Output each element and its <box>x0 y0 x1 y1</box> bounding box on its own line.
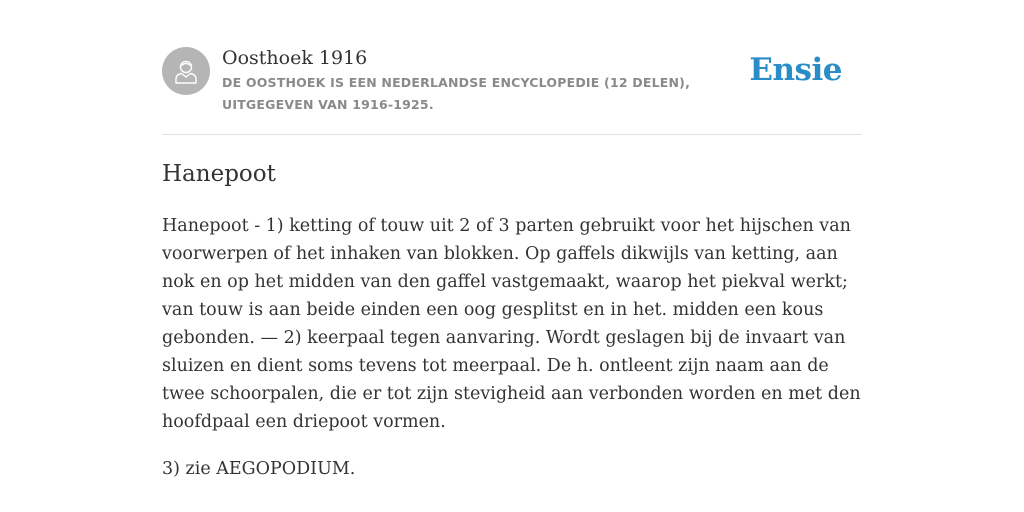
source-title[interactable]: Oosthoek 1916 <box>222 47 368 69</box>
source-avatar[interactable] <box>162 47 210 95</box>
article-body <box>162 212 862 502</box>
user-icon <box>172 57 200 85</box>
article-paragraph: 3) zie AEGOPODIUM. <box>162 459 356 479</box>
article-paragraph: Hanepoot - 1) ketting of touw uit 2 of 3 parten gebruikt voor het hijschen van voorwerpen of het inhaken van blokken. Op gaffels dikwijls van ketting, aan nok en op het midden van den gaffel vastgemaakt, waarop het piekval werkt; van touw is aan beide einden een oog gesplitst en in het. midden een kous gebonden. — 2) keerpaal tegen aanvaring. Wordt geslagen bij de invaart van sluizen en dient soms tevens tot meerpaal. De h. ontleent zijn naam aan de twee schoorpalen, die er tot zijn stevigheid aan verbonden worden en met den hoofdpaal een driepoot vormen. <box>162 216 861 432</box>
source-header <box>162 0 862 135</box>
brand-logo[interactable]: Ensie <box>749 52 842 88</box>
page-container <box>162 0 862 479</box>
source-description: DE OOSTHOEK IS EEN NEDERLANDSE ENCYCLOPEDIE (12 DELEN), UITGEGEVEN VAN 1916-1925. <box>222 75 691 112</box>
article-title: Hanepoot <box>162 161 276 187</box>
